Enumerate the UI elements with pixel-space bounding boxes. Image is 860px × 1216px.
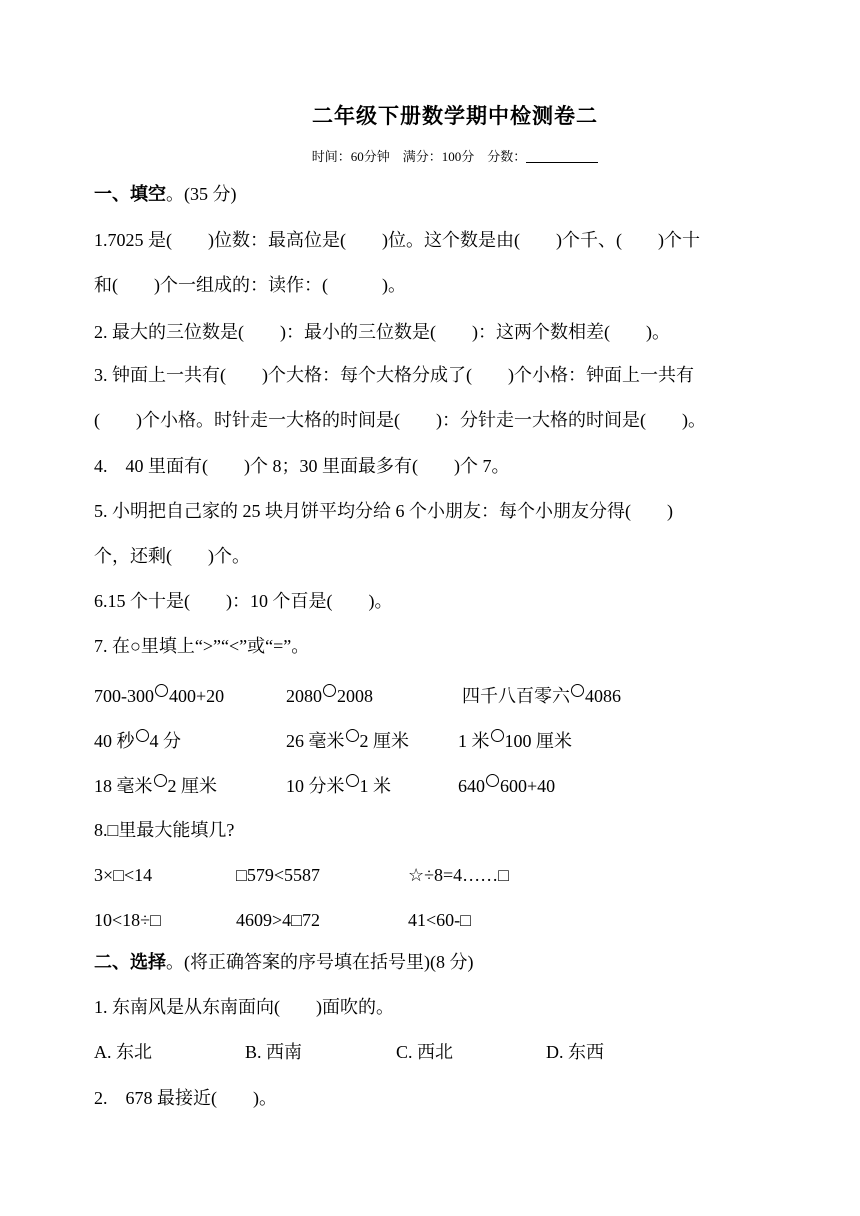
compare-item [286, 774, 391, 798]
choice-option-b[interactable]: B. 西南 [245, 1042, 303, 1062]
question-6: 6.15 个十是( )：10 个百是( )。 [94, 591, 393, 611]
fill-item: 10<18÷□ [94, 910, 161, 930]
blank-circle[interactable] [323, 684, 336, 697]
section-2-heading [94, 950, 473, 974]
compare-right: 1 米 [359, 776, 391, 796]
choice-2-stem: 2. 678 最接近( )。 [94, 1088, 277, 1108]
compare-left: 10 分米 [286, 776, 345, 796]
choice-option-d[interactable]: D. 东西 [546, 1042, 604, 1062]
compare-left: 40 秒 [94, 731, 135, 751]
compare-right: 100 厘米 [504, 731, 572, 751]
choice-1-stem: 1. 东南风是从东南面向( )面吹的。 [94, 997, 394, 1017]
blank-circle[interactable] [155, 684, 168, 697]
choice-option-a[interactable]: A. 东北 [94, 1042, 152, 1062]
fill-item: ☆÷8=4……□ [408, 865, 510, 885]
question-3-line-1: 3. 钟面上一共有( )个大格：每个大格分成了( )个小格：钟面上一共有 [94, 365, 694, 385]
compare-item [94, 774, 217, 798]
question-1-line-2: 和( )个一组成的：读作：( )。 [94, 275, 406, 295]
blank-circle[interactable] [571, 684, 584, 697]
compare-item [458, 774, 555, 798]
compare-left: 四千八百零六 [462, 686, 570, 706]
section-1-tail: 。(35 分) [166, 184, 237, 204]
compare-item [94, 729, 181, 753]
compare-left: 700-300 [94, 686, 154, 706]
section-2-head: 二、选择 [94, 952, 166, 972]
compare-left: 2080 [286, 686, 322, 706]
compare-right: 2 厘米 [167, 776, 217, 796]
question-5-line-1: 5. 小明把自己家的 25 块月饼平均分给 6 个小朋友：每个小朋友分得( ) [94, 501, 673, 521]
question-4: 4. 40 里面有( )个 8；30 里面最多有( )个 7。 [94, 456, 510, 476]
compare-right: 4 分 [149, 731, 181, 751]
compare-item [458, 729, 572, 753]
fill-item: 3×□<14 [94, 865, 153, 885]
fill-item: 41<60-□ [408, 910, 472, 930]
compare-left: 1 米 [458, 731, 490, 751]
score-blank [526, 150, 598, 163]
compare-right: 400+20 [169, 686, 225, 706]
compare-item [286, 729, 409, 753]
compare-right: 600+40 [500, 776, 556, 796]
blank-circle[interactable] [486, 774, 499, 787]
exam-meta [0, 146, 860, 165]
fill-item: 4609>4□72 [236, 910, 321, 930]
compare-left: 18 毫米 [94, 776, 153, 796]
compare-left: 640 [458, 776, 485, 796]
question-7-stem: 7. 在○里填上“>”“<”或“=”。 [94, 636, 310, 656]
blank-circle[interactable] [346, 729, 359, 742]
exam-meta-text: 时间：60分钟 满分：100分 分数： [311, 149, 527, 164]
blank-circle[interactable] [154, 774, 167, 787]
choice-option-c[interactable]: C. 西北 [396, 1042, 454, 1062]
question-2: 2. 最大的三位数是( )：最小的三位数是( )：这两个数相差( )。 [94, 322, 670, 342]
compare-right: 2008 [337, 686, 373, 706]
section-1-head: 一、填空 [94, 184, 166, 204]
question-3-line-2: ( )个小格。时针走一大格的时间是( )：分针走一大格的时间是( )。 [94, 410, 706, 430]
question-5-line-2: 个，还剩( )个。 [94, 546, 250, 566]
section-1-heading [94, 182, 237, 206]
question-8-stem: 8.□里最大能填几? [94, 820, 235, 840]
page-title: 二年级下册数学期中检测卷二 [312, 104, 598, 128]
fill-item: □579<5587 [236, 865, 321, 885]
blank-circle[interactable] [346, 774, 359, 787]
question-1-line-1: 1.7025 是( )位数：最高位是( )位。这个数是由( )个千、( )个十 [94, 230, 700, 250]
compare-right: 2 厘米 [359, 731, 409, 751]
compare-item [94, 684, 224, 708]
blank-circle[interactable] [136, 729, 149, 742]
compare-right: 4086 [585, 686, 621, 706]
section-2-tail: 。(将正确答案的序号填在括号里)(8 分) [166, 952, 474, 972]
compare-left: 26 毫米 [286, 731, 345, 751]
compare-item [286, 684, 373, 708]
compare-item [462, 684, 621, 708]
blank-circle[interactable] [491, 729, 504, 742]
